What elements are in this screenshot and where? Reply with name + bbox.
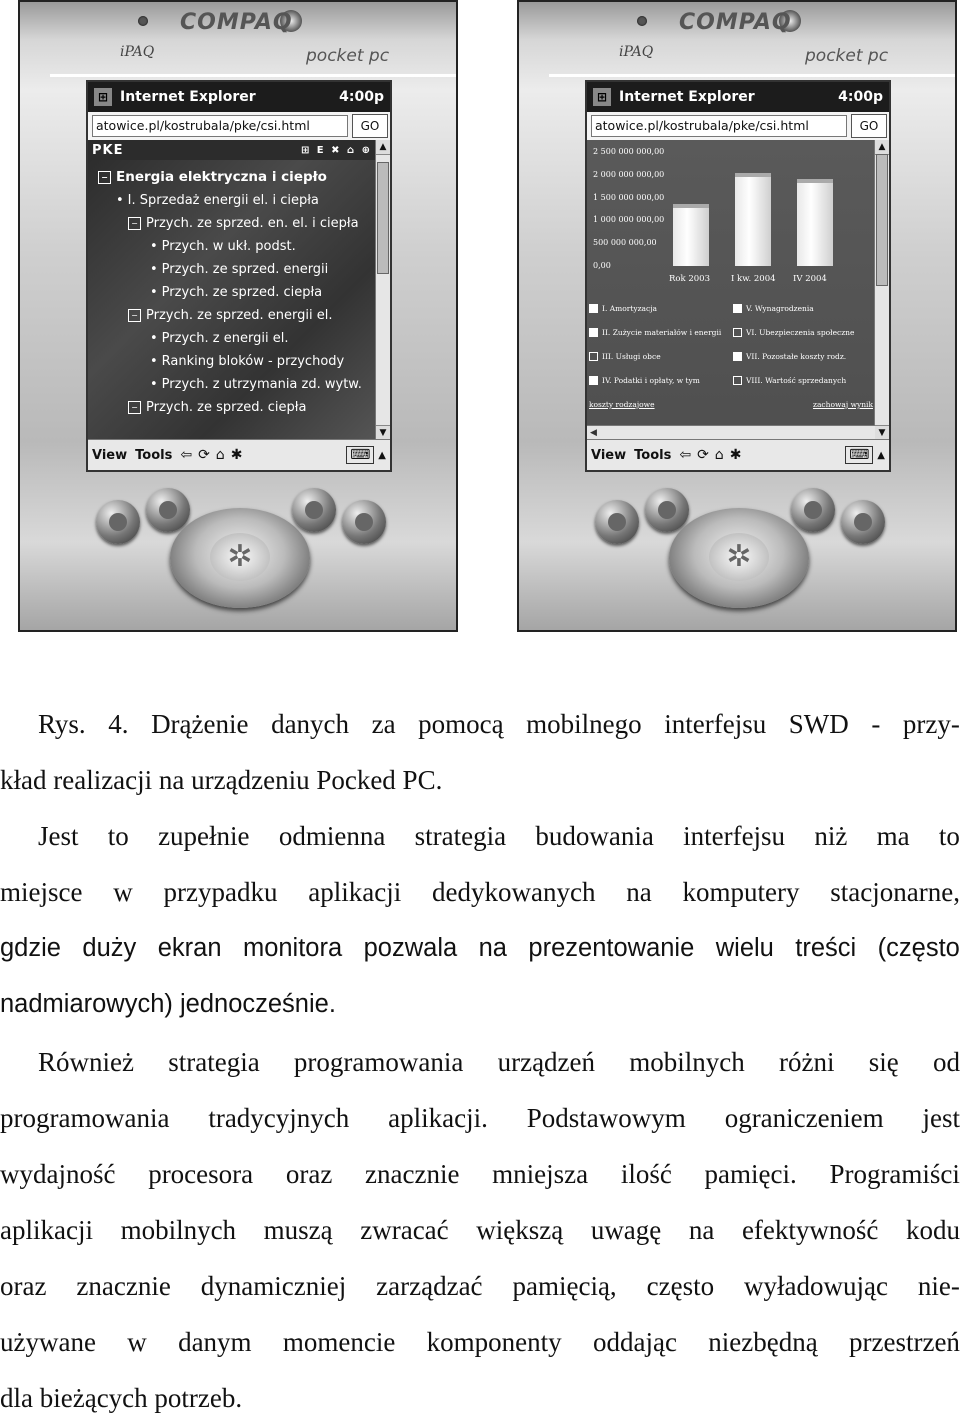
scroll-up-icon[interactable]: ▲ (875, 140, 889, 155)
tree-node[interactable] (88, 304, 376, 327)
word: wyładowując (744, 1258, 888, 1314)
word: uwagę (591, 1202, 661, 1258)
led-icon (138, 16, 148, 26)
bar[interactable] (673, 204, 709, 266)
y-tick-label: 500 000 000,00 (593, 238, 657, 247)
tree-node-label: Energia elektryczna i ciepło (116, 169, 327, 185)
word: kodu (906, 1202, 960, 1258)
window-title: Internet Explorer (619, 89, 838, 105)
favorites-icon[interactable]: ✱ (730, 447, 742, 463)
tree-node-label: Przych. ze sprzed. energii (162, 262, 329, 277)
word: zupełnie (158, 808, 249, 864)
window-title: Internet Explorer (120, 89, 339, 105)
checkbox-icon[interactable] (733, 328, 742, 337)
text-line (0, 864, 960, 920)
word: budowania (535, 808, 653, 864)
word: mobilnych (629, 1034, 745, 1090)
text-line (0, 1258, 960, 1314)
tree-node-label: Przych. ze sprzed. ciepła (146, 400, 306, 415)
drilldown-tree (88, 166, 376, 419)
legend-label: I. Amortyzacja (602, 304, 657, 313)
word: się (869, 1034, 899, 1090)
word: Podstawowym (527, 1090, 686, 1146)
word: mobilnych (121, 1202, 237, 1258)
word: oddając (593, 1314, 677, 1370)
bar[interactable] (735, 173, 771, 266)
calendar-button[interactable] (96, 500, 140, 544)
tree-node-label: Przych. z utrzymania zd. wytw. (162, 377, 362, 392)
led-icon (637, 16, 647, 26)
inbox-button[interactable] (791, 488, 835, 532)
pda-screen (585, 80, 891, 472)
input-menu-arrow-icon[interactable]: ▲ (378, 450, 386, 461)
menu-tools[interactable]: Tools (634, 448, 671, 463)
bullet-icon: • (150, 239, 158, 254)
url-input[interactable]: atowice.pl/kostrubala/pke/csi.html (92, 115, 348, 137)
tree-node-label: Przych. ze sprzed. en. el. i ciepła (146, 216, 359, 231)
word: strategia (168, 1034, 259, 1090)
word: Również (38, 1034, 134, 1090)
word: urządzeń (498, 1034, 595, 1090)
word: interfejsu (664, 696, 766, 752)
refresh-icon[interactable]: ⟳ (697, 447, 709, 463)
legend-entry[interactable] (587, 304, 731, 313)
word: danych (271, 696, 349, 752)
bullet-icon: • (150, 331, 158, 346)
word: muszą (264, 1202, 333, 1258)
word: znacznie (365, 1146, 459, 1202)
word: wielu (716, 920, 774, 976)
legend-label: V. Wynagrodzenia (746, 304, 814, 313)
x-tick-label: Rok 2003 (669, 274, 710, 284)
bullet-icon: • (150, 354, 158, 369)
word: zwracać (360, 1202, 448, 1258)
x-tick-label: IV 2004 (793, 274, 827, 284)
back-arrow-icon[interactable]: ⇦ (679, 447, 691, 463)
screen-glare (549, 74, 957, 77)
x-tick-label: I kw. 2004 (731, 274, 776, 284)
url-input[interactable]: atowice.pl/kostrubala/pke/csi.html (591, 115, 847, 137)
tree-node[interactable] (88, 212, 376, 235)
word: używane (0, 1314, 96, 1370)
tree-node-label: Ranking bloków - przychody (162, 354, 345, 369)
pke-header (88, 140, 376, 160)
word: gdzie (0, 920, 61, 976)
model-mark: iPAQ (619, 44, 653, 60)
legend-label: VIII. Wartość sprzedanych (746, 376, 846, 385)
dpad-star-icon[interactable]: ✲ (709, 533, 769, 581)
scroll-up-icon[interactable]: ▲ (376, 140, 390, 155)
tree-node[interactable] (88, 166, 376, 189)
word: - (871, 696, 880, 752)
tree-node-label: Przych. ze sprzed. energii el. (146, 308, 333, 323)
word: za (372, 696, 396, 752)
word: oraz (0, 1258, 46, 1314)
word: strategia (415, 808, 506, 864)
pda-screen (86, 80, 392, 472)
checkbox-icon[interactable] (733, 352, 742, 361)
legend-label: III. Usługi obce (602, 352, 661, 361)
legend-entry[interactable] (587, 376, 731, 385)
legend-row (587, 344, 875, 368)
word: komponenty (427, 1314, 562, 1370)
word: mniejsza (492, 1146, 588, 1202)
legend-entry[interactable] (587, 352, 731, 361)
word: aplikacji (0, 1202, 93, 1258)
tree-node-label: Przych. ze sprzed. ciepła (162, 285, 322, 300)
tree-node[interactable] (88, 258, 376, 281)
word: aplikacji (308, 864, 401, 920)
word: większą (476, 1202, 563, 1258)
tree-node-label: Przych. w ukł. podst. (162, 239, 296, 254)
chart-links (589, 400, 873, 409)
navigation-pad[interactable] (170, 508, 310, 608)
legend-entry[interactable] (731, 376, 875, 385)
address-bar (88, 112, 390, 141)
legend-label: VI. Ubezpieczenia społeczne (746, 328, 854, 337)
input-menu-arrow-icon[interactable]: ▲ (877, 450, 885, 461)
keyboard-icon[interactable]: ⌨ (845, 446, 873, 464)
checkbox-icon[interactable] (589, 328, 598, 337)
tree-node[interactable] (88, 373, 376, 396)
word: ekran (158, 920, 222, 976)
tree-node[interactable] (88, 327, 376, 350)
expand-box-icon[interactable]: − (128, 401, 141, 414)
legend-row (587, 296, 875, 320)
word: programowania (294, 1034, 463, 1090)
word: jest (923, 1090, 960, 1146)
scroll-thumb[interactable] (377, 162, 389, 274)
word: efektywność (742, 1202, 878, 1258)
word: stacjonarne, (830, 864, 960, 920)
menu-view[interactable]: View (92, 448, 127, 463)
text-line (0, 1202, 960, 1258)
legend-label: VII. Pozostałe koszty rodz. (746, 352, 846, 361)
legend-entry[interactable] (731, 328, 875, 337)
word: pamięcią, (512, 1258, 616, 1314)
word: monitora (243, 920, 342, 976)
word: programowania (0, 1090, 169, 1146)
word: przy- (903, 696, 960, 752)
vertical-scrollbar[interactable] (874, 140, 889, 440)
word: momencie (283, 1314, 395, 1370)
text-line (0, 1090, 960, 1146)
text-line (0, 920, 960, 976)
word: tradycyjnych (208, 1090, 349, 1146)
word: aplikacji. (388, 1090, 488, 1146)
menu-bar (88, 439, 390, 470)
pke-logo: PKE (92, 143, 123, 158)
legend-entry[interactable] (731, 352, 875, 361)
word: w (127, 1314, 147, 1370)
y-tick-label: 0,00 (593, 261, 611, 270)
model-text: pocket pc (306, 46, 389, 66)
word: danym (178, 1314, 252, 1370)
word: dynamiczniej (201, 1258, 346, 1314)
hardware-buttons (519, 480, 955, 630)
navigation-pad[interactable] (669, 508, 809, 608)
expand-box-icon[interactable]: − (128, 217, 141, 230)
bullet-icon: • (150, 262, 158, 277)
legend-label: IV. Podatki i opłaty, w tym (602, 376, 700, 385)
figure-caption (0, 696, 960, 808)
windows-flag-icon[interactable]: ⊞ (593, 88, 611, 106)
legend-label: II. Zużycie materiałów i energii (602, 328, 721, 337)
word: procesora (148, 1146, 253, 1202)
word: pomocą (418, 696, 503, 752)
page-content (88, 140, 376, 440)
text-line (0, 1034, 960, 1090)
checkbox-icon[interactable] (589, 352, 598, 361)
word: pamięci. (705, 1146, 797, 1202)
word: dedykowanych (432, 864, 595, 920)
page-content (587, 140, 875, 440)
word: odmienna (279, 808, 385, 864)
word: komputery (683, 864, 800, 920)
tree-node[interactable] (88, 281, 376, 304)
text-line: nadmiarowych) jednocześnie. (0, 976, 960, 1032)
checkbox-icon[interactable] (733, 376, 742, 385)
ipaq-button[interactable] (342, 500, 386, 544)
word: niż (814, 808, 847, 864)
dpad-star-icon[interactable]: ✲ (210, 533, 270, 581)
home-icon[interactable]: ⌂ (216, 447, 225, 463)
contacts-button[interactable] (146, 488, 190, 532)
word: ograniczeniem (725, 1090, 884, 1146)
legend-row (587, 368, 875, 392)
menu-tools[interactable]: Tools (135, 448, 172, 463)
legend-row (587, 320, 875, 344)
favorites-icon[interactable]: ✱ (231, 447, 243, 463)
brand-logo: COMPAQ (180, 10, 293, 35)
word: przestrzeń (849, 1314, 960, 1370)
horizontal-scrollbar[interactable]: ◀ (587, 425, 875, 440)
checkbox-icon[interactable] (733, 304, 742, 313)
checkbox-icon[interactable] (589, 376, 598, 385)
word: Programiści (829, 1146, 959, 1202)
word: mobilnego (526, 696, 642, 752)
legend-entry[interactable] (731, 304, 875, 313)
word: Rys. (38, 696, 86, 752)
go-button[interactable]: GO (851, 114, 887, 138)
model-mark: iPAQ (120, 44, 154, 60)
ipaq-button[interactable] (841, 500, 885, 544)
clock[interactable]: 4:00p (838, 89, 883, 105)
paragraph-1 (0, 808, 960, 1032)
word: to (108, 808, 129, 864)
windows-flag-icon[interactable]: ⊞ (94, 88, 112, 106)
word: niezbędną (708, 1314, 817, 1370)
title-bar (88, 82, 390, 112)
page-toolbar-icons[interactable]: ⊞ E ✖ ⌂ ⊕ (301, 145, 372, 156)
word: prezentowanie (528, 920, 694, 976)
tree-node[interactable] (88, 396, 376, 419)
bullet-icon: • (116, 193, 124, 208)
bar[interactable] (797, 179, 833, 266)
bullet-icon: • (150, 377, 158, 392)
word: od (933, 1034, 960, 1090)
go-button[interactable]: GO (352, 114, 388, 138)
word: przypadku (164, 864, 278, 920)
scroll-down-icon[interactable]: ▼ (875, 425, 889, 440)
pda-left-photo (18, 0, 458, 632)
word: ilość (621, 1146, 672, 1202)
text-line (0, 808, 960, 864)
expand-box-icon[interactable]: − (128, 309, 141, 322)
y-tick-label: 2 000 000 000,00 (593, 170, 664, 179)
screen-glare (50, 74, 458, 77)
word: ma (877, 808, 910, 864)
bullet-icon: • (150, 285, 158, 300)
expand-box-icon[interactable]: − (98, 171, 111, 184)
inbox-button[interactable] (292, 488, 336, 532)
word: to (939, 808, 960, 864)
menu-bar (587, 439, 889, 470)
stacked-bar-chart (587, 140, 875, 290)
tree-node-label: I. Sprzedaż energii el. i ciepła (128, 193, 319, 208)
word: wydajność (0, 1146, 115, 1202)
brand-logo: COMPAQ (679, 10, 792, 35)
back-arrow-icon[interactable]: ⇦ (180, 447, 192, 463)
word: Jest (38, 808, 79, 864)
link-cost-types[interactable]: koszty rodzajowe (589, 400, 655, 409)
tree-node[interactable] (88, 350, 376, 373)
title-bar (587, 82, 889, 112)
word: 4. (108, 696, 128, 752)
checkbox-icon[interactable] (589, 304, 598, 313)
caption-line (0, 696, 960, 752)
word: na (626, 864, 651, 920)
word: na (689, 1202, 714, 1258)
y-tick-label: 2 500 000 000,00 (593, 147, 664, 156)
text-line (0, 1314, 960, 1370)
chart-legend (587, 296, 875, 392)
word: duży (82, 920, 136, 976)
calendar-button[interactable] (595, 500, 639, 544)
scroll-down-icon[interactable]: ▼ (376, 425, 390, 440)
tree-node[interactable] (88, 189, 376, 212)
word: znacznie (76, 1258, 170, 1314)
word: Drążenie (151, 696, 248, 752)
hardware-buttons (20, 480, 456, 630)
word: interfejsu (683, 808, 785, 864)
text-line (0, 1146, 960, 1202)
word: pozwala (364, 920, 458, 976)
word: na (479, 920, 507, 976)
word: zarządzać (376, 1258, 482, 1314)
vertical-scrollbar[interactable] (375, 140, 390, 440)
clock[interactable]: 4:00p (339, 89, 384, 105)
y-tick-label: 1 500 000 000,00 (593, 193, 664, 202)
word: nie- (918, 1258, 960, 1314)
home-icon[interactable]: ⌂ (715, 447, 724, 463)
pda-right-photo (517, 0, 957, 632)
word: różni (779, 1034, 834, 1090)
model-text: pocket pc (805, 46, 888, 66)
word: (często (878, 920, 960, 976)
tree-node-label: Przych. z energii el. (162, 331, 289, 346)
caption-line: kład realizacji na urządzeniu Pocked PC. (0, 752, 960, 808)
text-line: dla bieżących potrzeb. (0, 1370, 960, 1426)
link-save-result[interactable]: zachowaj wynik (813, 400, 873, 409)
scroll-thumb[interactable] (876, 154, 888, 286)
contacts-button[interactable] (645, 488, 689, 532)
word: oraz (286, 1146, 332, 1202)
word: często (647, 1258, 714, 1314)
word: w (113, 864, 133, 920)
address-bar (587, 112, 889, 141)
legend-entry[interactable] (587, 328, 731, 337)
word: treści (795, 920, 856, 976)
keyboard-icon[interactable]: ⌨ (346, 446, 374, 464)
tree-node[interactable] (88, 235, 376, 258)
word: SWD (789, 696, 849, 752)
word: miejsce (0, 864, 82, 920)
refresh-icon[interactable]: ⟳ (198, 447, 210, 463)
menu-view[interactable]: View (591, 448, 626, 463)
y-tick-label: 1 000 000 000,00 (593, 215, 664, 224)
paragraph-2 (0, 1034, 960, 1426)
